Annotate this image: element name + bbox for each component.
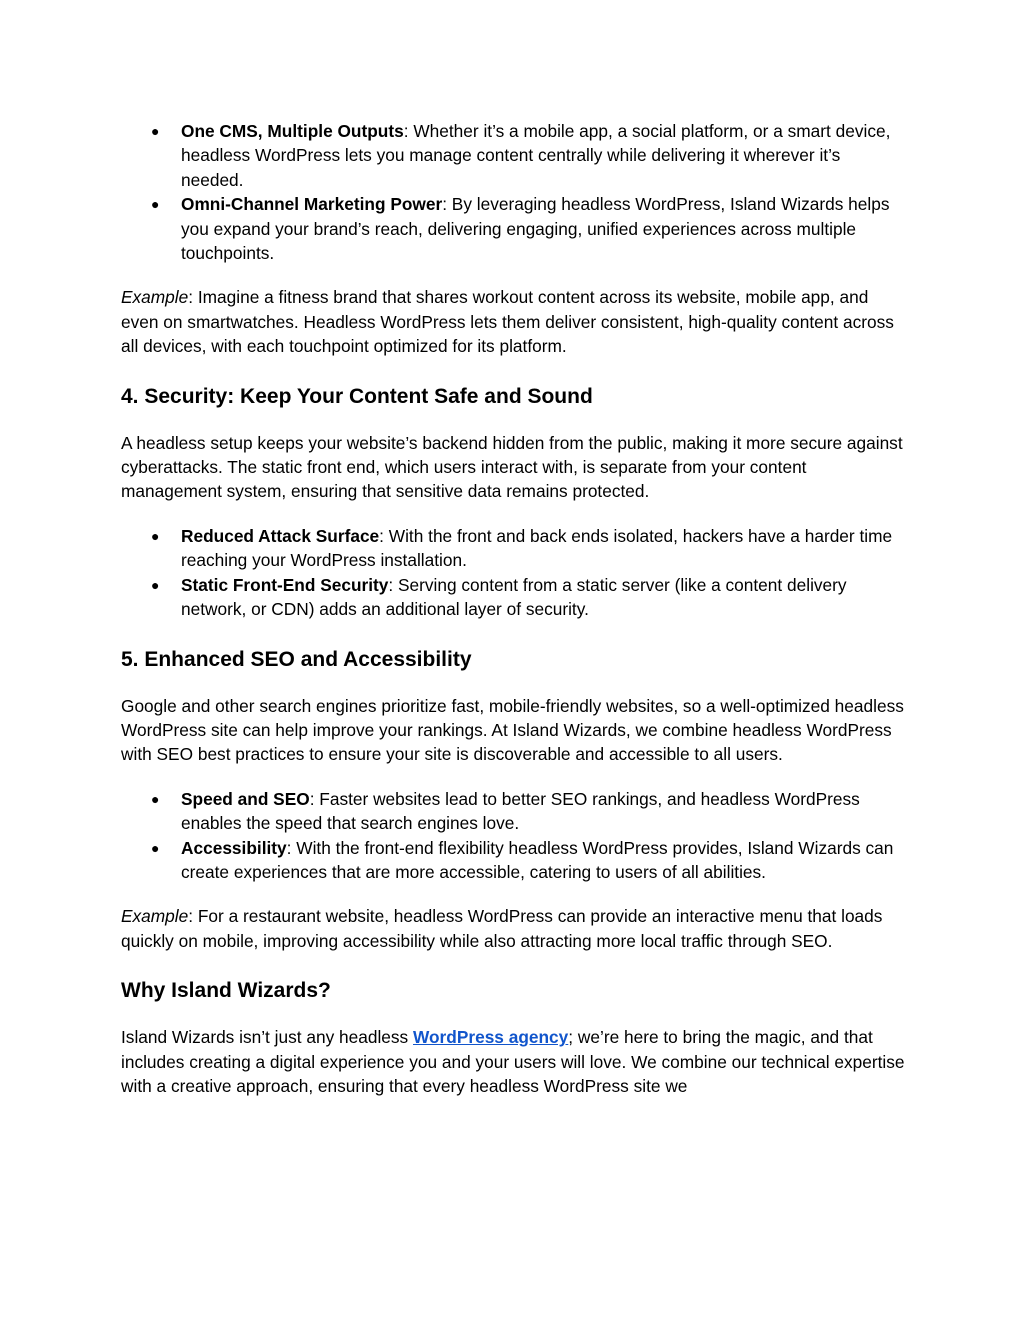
bullet-list-security [121,524,905,622]
seo-paragraph: Google and other search engines prioritize fast, mobile-friendly websites, so a well-optimized headless WordPress site can help improve your rankings. At Island Wizards, we combine headless WordPress with SEO best practices to ensure your site is discoverable and accessible to all users. [121,695,904,765]
security-paragraph: A headless setup keeps your website’s backend hidden from the public, making it more secure against cyberattacks. The static front end, which users interact with, is separate from your content management system, ensuring that sensitive data remains protected. [121,432,903,502]
example-paragraph [121,285,905,358]
bullet-term: Accessibility [181,837,287,858]
bullet-text: : Faster websites lead to better SEO rankings, and headless WordPress enables the speed that search engines love. [181,788,860,834]
bullet-term: Speed and SEO [181,788,310,809]
list-item [121,119,905,192]
list-item [121,836,905,885]
section-heading-security: 4. Security: Keep Your Content Safe and Sound [121,384,593,408]
bullet-term: Omni-Channel Marketing Power [181,194,443,215]
document-page [121,119,905,1098]
bullet-icon: ● [151,790,160,807]
bullet-text: : With the front and back ends isolated, hackers have a harder time reaching your WordPress installation. [181,525,893,571]
list-item [121,573,905,622]
wordpress-agency-link[interactable]: WordPress agency [413,1027,569,1048]
bullet-icon: ● [151,123,160,139]
section-heading-why: Why Island Wizards? [121,979,331,1003]
bullet-term: Static Front-End Security [181,574,389,595]
bullet-list-outputs [121,119,905,265]
bullet-text: : Whether it’s a mobile app, a social platform, or a smart device, headless WordPress lets you manage content centrally while delivering it wherever it’s needed. [181,121,891,190]
example-label: Example [121,287,189,308]
bullet-icon: ● [151,576,160,593]
bullet-text: : By leveraging headless WordPress, Island Wizards helps you expand your brand’s reach, delivering engaging, unified experiences across multiple touchpoints. [181,194,890,264]
bullet-icon: ● [151,839,160,856]
bullet-icon: ● [151,196,160,213]
example-label: Example [121,906,189,927]
list-item [121,787,905,836]
why-text-start: Island Wizards isn’t just any headless [121,1027,413,1048]
why-text-end: ; we’re here to bring the magic, and that includes creating a digital experience you and your users will love. We combine our technical expertise with a creative approach, ensuring that every headless WordPress site we [121,1027,905,1096]
example-paragraph [121,904,905,953]
list-item [121,192,905,265]
bullet-text: : Serving content from a static server (like a content delivery network, or CDN) adds an additional layer of security. [181,574,847,620]
bullet-list-seo [121,787,905,885]
example-text: : Imagine a fitness brand that shares workout content across its website, mobile app, and even on smartwatches. Headless WordPress lets them deliver consistent, high-quality content across all devices, with each touchpoint optimized for its platform. [121,287,894,357]
section-heading-seo: 5. Enhanced SEO and Accessibility [121,647,472,671]
bullet-term: Reduced Attack Surface [181,525,380,546]
bullet-icon: ● [151,527,160,544]
bullet-term: One CMS, Multiple Outputs [181,121,404,141]
example-text: : For a restaurant website, headless WordPress can provide an interactive menu that loads quickly on mobile, improving accessibility while also attracting more local traffic through SEO. [121,906,883,951]
bullet-text: : With the front-end flexibility headless WordPress provides, Island Wizards can create experiences that are more accessible, catering to users of all abilities. [181,837,894,882]
why-paragraph [121,1025,905,1098]
list-item [121,524,905,573]
